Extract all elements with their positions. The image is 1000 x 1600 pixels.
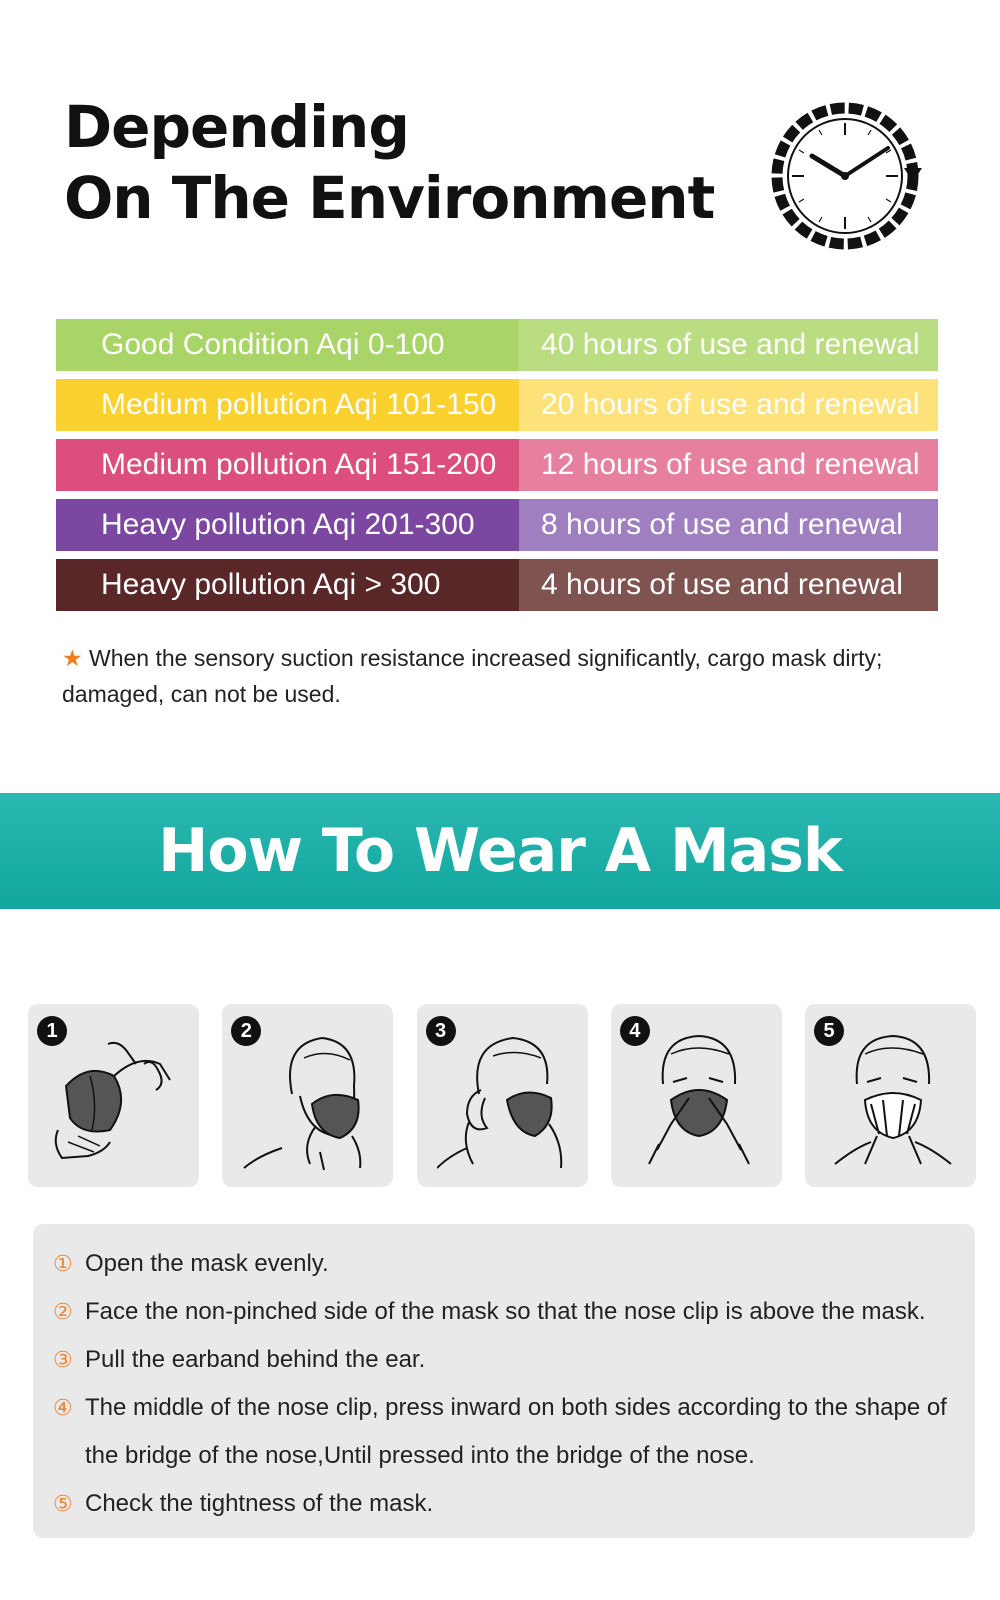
instruction-item xyxy=(53,1336,955,1384)
step-card-4 xyxy=(611,1004,782,1187)
step-card-2 xyxy=(222,1004,393,1187)
step-number-2: 2 xyxy=(231,1016,261,1046)
aqi-usage: 12 hours of use and renewal xyxy=(519,439,938,491)
banner-title: How To Wear A Mask xyxy=(158,816,842,886)
instruction-item xyxy=(53,1288,955,1336)
instruction-text: Open the mask evenly. xyxy=(85,1250,329,1277)
aqi-usage: 40 hours of use and renewal xyxy=(519,319,938,371)
section-banner xyxy=(0,793,1000,909)
instruction-marker: ② xyxy=(53,1299,73,1324)
title-line-1: Depending xyxy=(64,93,409,161)
aqi-row xyxy=(56,319,938,371)
aqi-row xyxy=(56,559,938,611)
aqi-row xyxy=(56,499,938,551)
instruction-item xyxy=(53,1384,955,1480)
aqi-condition: Medium pollution Aqi 151-200 xyxy=(56,439,519,491)
usage-note xyxy=(62,640,942,712)
step-card-3 xyxy=(417,1004,588,1187)
page-title xyxy=(64,92,714,234)
aqi-condition: Good Condition Aqi 0-100 xyxy=(56,319,519,371)
aqi-usage: 20 hours of use and renewal xyxy=(519,379,938,431)
instruction-item xyxy=(53,1240,955,1288)
aqi-table xyxy=(56,319,938,619)
earband-illustration xyxy=(437,1024,568,1174)
instruction-text: Face the non-pinched side of the mask so that the nose clip is above the mask. xyxy=(85,1298,926,1325)
instruction-item xyxy=(53,1480,955,1528)
aqi-row xyxy=(56,439,938,491)
step-number-3: 3 xyxy=(426,1016,456,1046)
instructions-panel xyxy=(33,1224,975,1538)
unfold-mask-illustration xyxy=(48,1024,179,1174)
step-number-1: 1 xyxy=(37,1016,67,1046)
tightness-check-illustration xyxy=(825,1024,956,1174)
aqi-condition: Medium pollution Aqi 101-150 xyxy=(56,379,519,431)
step-card-5 xyxy=(805,1004,976,1187)
aqi-usage: 8 hours of use and renewal xyxy=(519,499,938,551)
instruction-text: The middle of the nose clip, press inward on both sides according to the shape of the bridge of the nose,Until pressed into the bridge of the nose. xyxy=(85,1394,947,1469)
instruction-text: Check the tightness of the mask. xyxy=(85,1490,434,1517)
nose-clip-illustration xyxy=(631,1024,762,1174)
title-line-2: On The Environment xyxy=(64,164,715,232)
aqi-usage: 4 hours of use and renewal xyxy=(519,559,938,611)
note-text: When the sensory suction resistance increased significantly, cargo mask dirty; damaged, can not be used. xyxy=(62,645,883,707)
aqi-condition: Heavy pollution Aqi 201-300 xyxy=(56,499,519,551)
step-number-5: 5 xyxy=(814,1016,844,1046)
instruction-text: Pull the earband behind the ear. xyxy=(85,1346,426,1373)
instruction-marker: ⑤ xyxy=(53,1491,73,1516)
instruction-marker: ④ xyxy=(53,1395,73,1420)
clock-icon xyxy=(770,96,940,256)
instruction-marker: ① xyxy=(53,1251,73,1276)
step-illustrations xyxy=(28,1004,976,1187)
place-mask-illustration xyxy=(242,1024,373,1174)
aqi-row xyxy=(56,379,938,431)
step-number-4: 4 xyxy=(620,1016,650,1046)
aqi-condition: Heavy pollution Aqi > 300 xyxy=(56,559,519,611)
star-icon: ★ xyxy=(62,645,83,671)
instruction-marker: ③ xyxy=(53,1347,73,1372)
step-card-1 xyxy=(28,1004,199,1187)
